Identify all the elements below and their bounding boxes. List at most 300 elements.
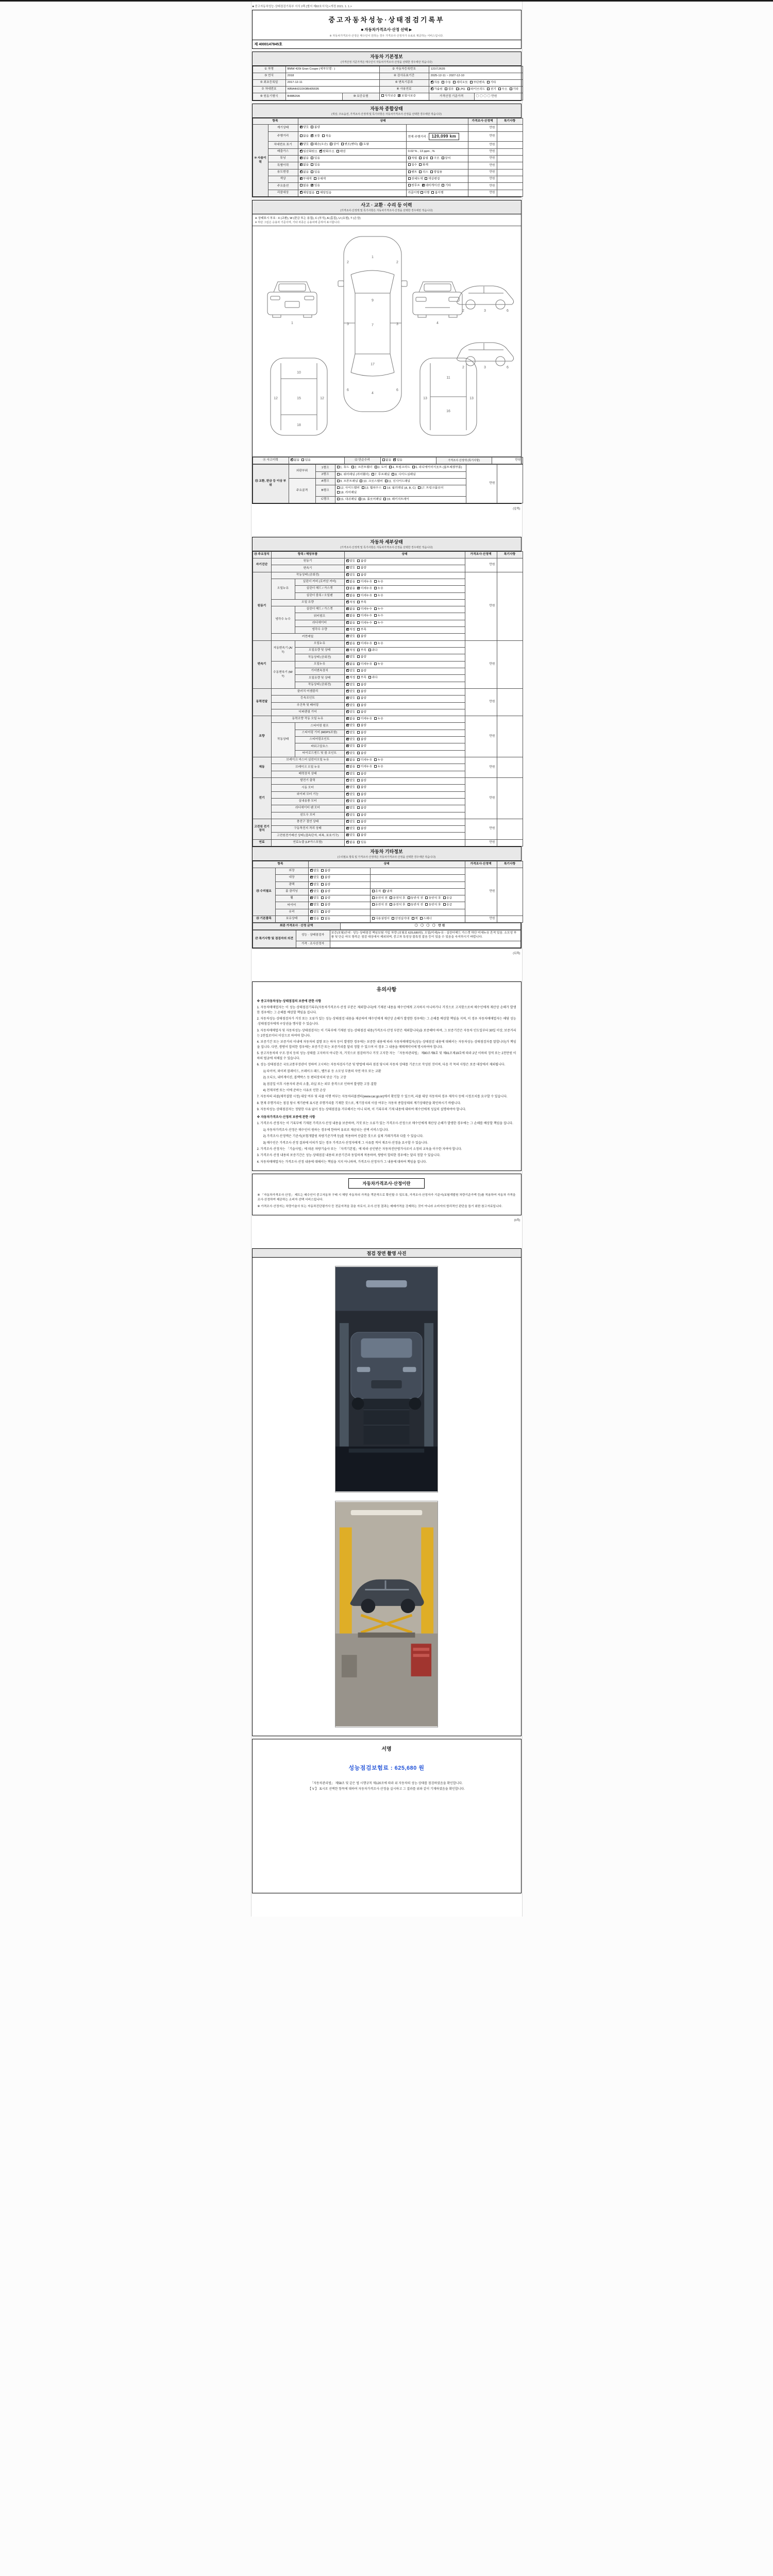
pricing-info-box-title: 자동차가격조사·산정이란: [348, 1178, 424, 1189]
checkbox-option[interactable]: [310, 910, 320, 914]
checkbox-option[interactable]: [346, 820, 356, 824]
checkbox-option[interactable]: [425, 177, 440, 181]
checkbox-option[interactable]: [346, 697, 356, 701]
checkbox-option[interactable]: [374, 758, 383, 762]
checkbox-option[interactable]: [392, 473, 416, 477]
status-options: [344, 661, 465, 668]
checkbox-option[interactable]: [300, 150, 318, 154]
status-options: [308, 882, 370, 888]
checkbox-option[interactable]: [357, 779, 366, 783]
checkbox-option[interactable]: [430, 157, 440, 161]
checkbox-option[interactable]: [357, 628, 366, 632]
checkbox-option[interactable]: [311, 134, 320, 139]
checkbox-option[interactable]: [346, 560, 356, 564]
checkbox-option[interactable]: [381, 94, 396, 98]
checkbox-option[interactable]: [422, 184, 440, 188]
checkbox-icon: [456, 88, 459, 90]
price-survey-select-label[interactable]: ■ 자동차가격조사·산정 선택 ▶: [361, 27, 412, 32]
checkbox-option[interactable]: [357, 710, 366, 715]
checkbox-option[interactable]: [346, 710, 356, 715]
checkbox-option[interactable]: [310, 917, 320, 921]
checkbox-option[interactable]: [456, 88, 465, 92]
detail-tbody: [253, 552, 523, 846]
option-label: 11. 인사이드패널: [388, 480, 410, 483]
checkbox-option[interactable]: [372, 917, 390, 921]
checkbox-option[interactable]: [321, 883, 330, 887]
checkbox-icon: [453, 81, 456, 83]
table-header-row: [253, 552, 523, 558]
checkbox-option[interactable]: [374, 663, 383, 667]
option-label: 불량: [360, 724, 366, 727]
checkbox-option[interactable]: [357, 649, 366, 653]
checkbox-option[interactable]: [425, 896, 441, 901]
checkbox-option[interactable]: [442, 81, 451, 85]
status-options: [298, 162, 406, 169]
field-label: 특별이력: [268, 162, 298, 169]
checkbox-option[interactable]: [360, 480, 382, 484]
table-row: [253, 716, 523, 723]
checkbox-option[interactable]: [337, 473, 369, 477]
option-label: 무단변속: [473, 81, 485, 84]
checkbox-option[interactable]: [346, 834, 356, 838]
checkbox-option[interactable]: [346, 663, 356, 667]
checkbox-option[interactable]: [321, 869, 330, 873]
checkbox-option[interactable]: [357, 560, 366, 564]
checkbox-option[interactable]: [420, 917, 432, 921]
checkbox-option[interactable]: [390, 896, 406, 901]
svg-text:17: 17: [371, 362, 375, 366]
field-label: ⑤ 최초등록일: [253, 79, 285, 86]
checkbox-option[interactable]: [357, 587, 372, 591]
option-label: 수소: [501, 88, 508, 91]
svg-text:18: 18: [297, 423, 301, 427]
field-label: ⑦ 차대번호: [253, 86, 285, 93]
checkbox-option[interactable]: [310, 869, 320, 873]
checkbox-option[interactable]: [346, 800, 356, 804]
checkbox-option[interactable]: [467, 88, 485, 92]
checkbox-option[interactable]: [357, 642, 372, 646]
checkbox-icon: [510, 88, 512, 90]
checkbox-option[interactable]: [408, 163, 417, 167]
checkbox-option[interactable]: [357, 655, 366, 659]
checkbox-option[interactable]: [389, 466, 410, 470]
checkbox-option[interactable]: [385, 480, 410, 484]
checkbox-option[interactable]: [346, 779, 356, 783]
option-label: 적정: [349, 628, 356, 632]
checkbox-option[interactable]: [393, 459, 402, 463]
checkbox-option[interactable]: [357, 834, 366, 838]
checkbox-option[interactable]: [300, 191, 315, 195]
checkbox-option[interactable]: [346, 793, 356, 797]
checkbox-icon: [357, 683, 360, 686]
checkbox-option[interactable]: [346, 628, 356, 632]
checkbox-option[interactable]: [357, 744, 366, 749]
checkbox-option[interactable]: [322, 134, 331, 139]
checkbox-option[interactable]: [418, 486, 444, 490]
checkbox-option[interactable]: [442, 157, 451, 161]
checkbox-option[interactable]: [357, 738, 366, 742]
checkbox-option[interactable]: [320, 150, 334, 154]
checkbox-option[interactable]: [421, 191, 430, 195]
checkbox-option[interactable]: [443, 903, 452, 907]
checkbox-option[interactable]: [375, 466, 387, 470]
checkbox-option[interactable]: [445, 88, 454, 92]
price-unit: 만원: [468, 142, 497, 148]
checkbox-option[interactable]: [346, 669, 356, 673]
checkbox-icon: [300, 126, 303, 128]
checkbox-option[interactable]: [321, 890, 330, 894]
field-label: ⑧ 사용연료: [379, 86, 429, 93]
checkbox-option[interactable]: [346, 566, 356, 570]
option-label: 불량: [360, 834, 366, 837]
checkbox-option[interactable]: [408, 157, 417, 161]
item-label: 고전원전기배선 상태 (접속단자, 피복, 보호기구): [271, 833, 344, 839]
checkbox-option[interactable]: [310, 903, 320, 907]
checkbox-option[interactable]: [470, 81, 485, 85]
checkbox-option[interactable]: [346, 758, 356, 762]
option-label: 양호: [349, 731, 356, 735]
checkbox-option[interactable]: [408, 903, 424, 907]
checkbox-option[interactable]: [368, 649, 378, 653]
item-label: 동력조향 작동 오일 누유: [271, 716, 344, 723]
item-label: 배력장치 상태: [271, 771, 344, 777]
checkbox-option[interactable]: [430, 171, 442, 175]
checkbox-option[interactable]: [346, 690, 356, 694]
notice-line: 2. 자동차성능·상태점검자가 거짓 또는 오류가 있는 성능·상태점검 내용을 제공하여 매수인에게 재산상 손해가 발생한 경우에는 그 손해를 배상할 책임을 지며, 이 경우 자동차매매업자는 해당 성능·상태점검자에게 구상권을 행사할 수 있습니다.: [257, 1018, 516, 1026]
device-group-label: 연료: [253, 839, 271, 846]
checkbox-option[interactable]: [291, 459, 300, 463]
parts-options: [335, 465, 466, 471]
checkbox-option[interactable]: [443, 896, 452, 901]
checkbox-option[interactable]: [346, 786, 356, 790]
status-options: [344, 723, 465, 730]
checkbox-option[interactable]: [346, 649, 356, 653]
checkbox-option[interactable]: [374, 580, 383, 584]
checkbox-option[interactable]: [357, 621, 372, 625]
checkbox-icon: [421, 191, 423, 194]
notice-line: 9. 자동차성능·상태점검자는 정당한 사유 없이 성능·상태점검을 거부해서는 아니 되며, 이 기록부의 기재 내용에 대하여 매수인에게 성실히 설명하여야 합니다.: [257, 1108, 466, 1112]
checkbox-option[interactable]: [321, 896, 330, 901]
checkbox-option[interactable]: [372, 890, 381, 894]
checkbox-option[interactable]: [357, 765, 372, 769]
checkbox-option[interactable]: [346, 642, 356, 646]
table-row: [253, 558, 523, 565]
checkbox-option[interactable]: [419, 163, 428, 167]
inspector-opinion-text: 보증(보험)안내 : 성능·상태점검 책임보험 가입 차량 (보험료 625,680원). 오일(미세)누유 - 실린더헤드 가스켓 하단 미세누유 흔적 있음. 소모성 부품 및 단순 마모 항목은 점검 대상에서 제외되며, 중고차 특성상 불특정 잡음 등이 있을 수 있음을 숙지하시기 바랍니다.: [330, 930, 520, 941]
remark-cell: [497, 142, 523, 148]
checkbox-option[interactable]: [372, 473, 390, 477]
checkbox-option[interactable]: [408, 896, 424, 901]
checkbox-option[interactable]: [351, 466, 373, 470]
checkbox-option[interactable]: [374, 717, 383, 721]
checkbox-option[interactable]: [442, 184, 451, 188]
table-row: [253, 86, 523, 93]
checkbox-option[interactable]: [412, 917, 418, 921]
checkbox-option[interactable]: [372, 903, 388, 907]
option-label: 6. 쿼터패널 (리어휀더): [340, 473, 369, 477]
option-label: 양호: [313, 896, 320, 900]
checkbox-option[interactable]: [330, 143, 339, 147]
checkbox-option[interactable]: [346, 744, 356, 749]
checkbox-option[interactable]: [311, 157, 320, 161]
checkbox-option[interactable]: [431, 88, 443, 92]
document: [251, 2, 523, 1917]
checkbox-option[interactable]: [487, 81, 496, 85]
checkbox-option[interactable]: [346, 731, 356, 735]
checkbox-option[interactable]: [431, 191, 443, 195]
option-label: 미세누유: [360, 663, 373, 666]
checkbox-option[interactable]: [321, 876, 330, 880]
checkbox-option[interactable]: [346, 594, 356, 598]
field-label: 배출가스: [268, 148, 298, 155]
option-label: 불량: [324, 883, 330, 887]
option-label: 누유: [377, 642, 383, 646]
option-label: 양호: [349, 779, 356, 783]
checkbox-option[interactable]: [368, 676, 378, 680]
checkbox-option[interactable]: [374, 765, 383, 769]
checkbox-option[interactable]: [341, 143, 358, 147]
status-options: [344, 805, 465, 812]
checkbox-option[interactable]: [357, 806, 366, 810]
checkbox-option[interactable]: [314, 177, 326, 181]
checkbox-option[interactable]: [374, 614, 383, 618]
emission-values: 0.02 % , 13 ppm , %: [408, 150, 435, 154]
checkbox-option[interactable]: [357, 758, 372, 762]
car-diagram-area: [253, 226, 521, 457]
checkbox-option[interactable]: [408, 171, 417, 175]
checkbox-option[interactable]: [357, 663, 372, 667]
checkbox-option[interactable]: [346, 580, 356, 584]
checkbox-option[interactable]: [300, 163, 309, 167]
section-title-detail: 자동차 세부상태: [370, 539, 403, 545]
checkbox-option[interactable]: [300, 134, 309, 139]
checkbox-option[interactable]: [383, 498, 409, 502]
checkbox-option[interactable]: [346, 621, 356, 625]
checkbox-option[interactable]: [453, 81, 468, 85]
checkbox-option[interactable]: [357, 697, 366, 701]
checkbox-option[interactable]: [346, 717, 356, 721]
checkbox-option[interactable]: [390, 903, 406, 907]
checkbox-option[interactable]: [510, 88, 519, 92]
remark-cell: [497, 916, 523, 923]
checkbox-option[interactable]: [357, 601, 366, 605]
checkbox-option[interactable]: [311, 184, 320, 188]
checkbox-option[interactable]: [382, 459, 392, 463]
checkbox-option[interactable]: [346, 635, 356, 639]
checkbox-option[interactable]: [346, 814, 356, 818]
checkbox-option[interactable]: [498, 88, 508, 92]
checkbox-option[interactable]: [357, 635, 366, 639]
checkbox-option[interactable]: [408, 184, 420, 188]
checkbox-option[interactable]: [357, 731, 366, 735]
signature-pad-space: [253, 1792, 521, 1854]
checkbox-option[interactable]: [346, 752, 356, 756]
checkbox-option[interactable]: [357, 704, 366, 708]
checkbox-icon: [346, 806, 349, 809]
checkbox-option[interactable]: [392, 917, 410, 921]
section-title-basic: 자동차 기본정보: [370, 54, 403, 59]
option-label: 불량: [360, 690, 366, 693]
checkbox-option[interactable]: [357, 793, 366, 797]
checkbox-option[interactable]: [487, 88, 496, 92]
checkbox-option[interactable]: [357, 827, 366, 831]
checkbox-option[interactable]: [346, 738, 356, 742]
status-options: [298, 183, 406, 190]
checkbox-option[interactable]: [346, 806, 356, 810]
checkbox-icon: [321, 876, 324, 878]
checkbox-option[interactable]: [346, 614, 356, 618]
checkbox-icon: [321, 883, 324, 886]
item-label: 룸 클리닝: [275, 888, 308, 895]
item-label: 오일누유: [295, 640, 344, 647]
checkbox-option[interactable]: [311, 171, 320, 175]
item-label: 파워고압호스: [295, 743, 344, 750]
checkbox-icon: [443, 896, 446, 899]
checkbox-option[interactable]: [337, 150, 346, 154]
checkbox-option[interactable]: [374, 594, 383, 598]
notice-line: 2) 오디오, 내비게이션, 블랙박스 등 편의장치의 단순 기능 고장: [263, 1076, 346, 1080]
svg-text:2: 2: [462, 365, 464, 369]
checkbox-icon: [357, 786, 360, 788]
checkbox-option[interactable]: [408, 177, 423, 181]
checkbox-option[interactable]: [357, 820, 366, 824]
checkbox-option[interactable]: [300, 126, 309, 130]
checkbox-icon: [357, 814, 360, 816]
checkbox-option[interactable]: [374, 621, 383, 625]
status-options: [344, 791, 465, 798]
checkbox-option[interactable]: [357, 717, 372, 721]
checkbox-icon: [346, 697, 349, 699]
checkbox-option[interactable]: [383, 486, 415, 490]
checkbox-option[interactable]: [310, 876, 320, 880]
checkbox-option[interactable]: [337, 480, 358, 484]
item-label: 작동상태 (공회전): [271, 572, 344, 579]
checkbox-option[interactable]: [412, 466, 462, 470]
checkbox-option[interactable]: [346, 724, 356, 728]
checkbox-option[interactable]: [346, 765, 356, 769]
option-label: 없음: [349, 587, 356, 590]
checkbox-option[interactable]: [300, 177, 312, 181]
checkbox-option[interactable]: [346, 573, 356, 578]
checkbox-icon: [341, 143, 344, 145]
checkbox-icon: [357, 649, 360, 651]
checkbox-option[interactable]: [346, 827, 356, 831]
checkbox-icon: [311, 157, 313, 159]
checkbox-option[interactable]: [346, 841, 356, 845]
option-label: 없음: [349, 717, 356, 721]
checkbox-option[interactable]: [357, 690, 366, 694]
pricing-info-line: ※ 가격조사·산정자는 차량기술사 또는 자동차진단평가사 등 전문자격을 갖춘 자로서, 조사·산정 결과는 매매가격을 강제하는 것이 아니라 소비자의 합리적인 판단을 돕기 위한 참고자료입니다.: [257, 1205, 502, 1208]
checkbox-option[interactable]: [346, 655, 356, 659]
checkbox-option[interactable]: [300, 184, 309, 188]
option-label: 없음: [349, 621, 356, 625]
item-label: 원동기: [271, 558, 344, 565]
checkbox-option[interactable]: [357, 614, 372, 618]
checkbox-option[interactable]: [337, 466, 349, 470]
checkbox-option[interactable]: [362, 486, 382, 490]
checkbox-option[interactable]: [398, 94, 416, 98]
checkbox-option[interactable]: [357, 752, 366, 756]
checkbox-icon: [346, 649, 349, 651]
checkbox-option[interactable]: [357, 841, 366, 845]
checkbox-option[interactable]: [357, 814, 366, 818]
status-options: [344, 606, 465, 613]
checkbox-option[interactable]: [300, 171, 309, 175]
option-label: 없음: [349, 765, 356, 769]
checkbox-option[interactable]: [346, 601, 356, 605]
checkbox-option[interactable]: [357, 669, 366, 673]
checkbox-option[interactable]: [419, 157, 428, 161]
checkbox-option[interactable]: [357, 683, 366, 687]
checkbox-option[interactable]: [374, 587, 383, 591]
checkbox-option[interactable]: [357, 580, 372, 584]
checkbox-option[interactable]: [321, 903, 330, 907]
checkbox-option[interactable]: [357, 594, 372, 598]
checkbox-option[interactable]: [357, 573, 366, 578]
option-label: 일산화탄소: [303, 150, 318, 154]
checkbox-option[interactable]: [346, 587, 356, 591]
final-price-table: [253, 923, 521, 930]
checkbox-option[interactable]: [346, 676, 356, 680]
checkbox-option[interactable]: [311, 163, 320, 167]
checkbox-option[interactable]: [357, 772, 366, 776]
checkbox-option[interactable]: [360, 143, 369, 147]
checkbox-option[interactable]: [337, 486, 360, 490]
category-label: 외판부위: [289, 465, 315, 479]
status-options: [308, 916, 370, 923]
checkbox-option[interactable]: [346, 704, 356, 708]
field-value: 〇 〇 〇 〇 만원: [474, 93, 523, 100]
checkbox-option[interactable]: [374, 642, 383, 646]
checkbox-option[interactable]: [431, 81, 440, 85]
checkbox-option[interactable]: [425, 903, 441, 907]
checkbox-option[interactable]: [337, 498, 357, 502]
checkbox-option[interactable]: [372, 896, 388, 901]
checkbox-option[interactable]: [311, 143, 328, 147]
field-value: 2017-12-11: [285, 79, 379, 86]
checkbox-option[interactable]: [357, 676, 366, 680]
checkbox-option[interactable]: [359, 498, 381, 502]
checkbox-option[interactable]: [316, 191, 331, 195]
checkbox-icon: [362, 486, 364, 489]
svg-text:12: 12: [274, 396, 278, 400]
checkbox-option[interactable]: [311, 126, 320, 130]
checkbox-option[interactable]: [300, 143, 309, 147]
checkbox-option[interactable]: [346, 683, 356, 687]
checkbox-option[interactable]: [357, 607, 372, 612]
checkbox-option[interactable]: [357, 724, 366, 728]
checkbox-option[interactable]: [383, 890, 392, 894]
checkbox-option[interactable]: [357, 566, 366, 570]
checkbox-option[interactable]: [310, 883, 320, 887]
pricing-info-line: ※ 「자동차가격조사·산정」 제도는 매수인이 중고자동차 구매 시 해당 자동차의 가격을 객관적으로 확인할 수 있도록, 가격조사·산정자가 기준서(보험개발원 차량기준가액 등)를 적용하여 자동차 가격을 조사·산정하여 제공하는 소비자 선택 서비스입니다.: [257, 1194, 516, 1202]
checkbox-option[interactable]: [357, 786, 366, 790]
checkbox-option[interactable]: [374, 607, 383, 612]
checkbox-option[interactable]: [310, 896, 320, 901]
option-label: 없음: [385, 459, 392, 462]
checkbox-option[interactable]: [321, 917, 330, 921]
checkbox-option[interactable]: [357, 800, 366, 804]
checkbox-option[interactable]: [346, 772, 356, 776]
checkbox-option[interactable]: [300, 157, 309, 161]
price-unit: 만원: [468, 169, 497, 176]
checkbox-option[interactable]: [301, 459, 311, 463]
checkbox-option[interactable]: [321, 910, 330, 914]
checkbox-option[interactable]: [337, 491, 357, 495]
checkbox-option[interactable]: [346, 607, 356, 612]
checkbox-option[interactable]: [310, 890, 320, 894]
checkbox-option[interactable]: [419, 171, 428, 175]
